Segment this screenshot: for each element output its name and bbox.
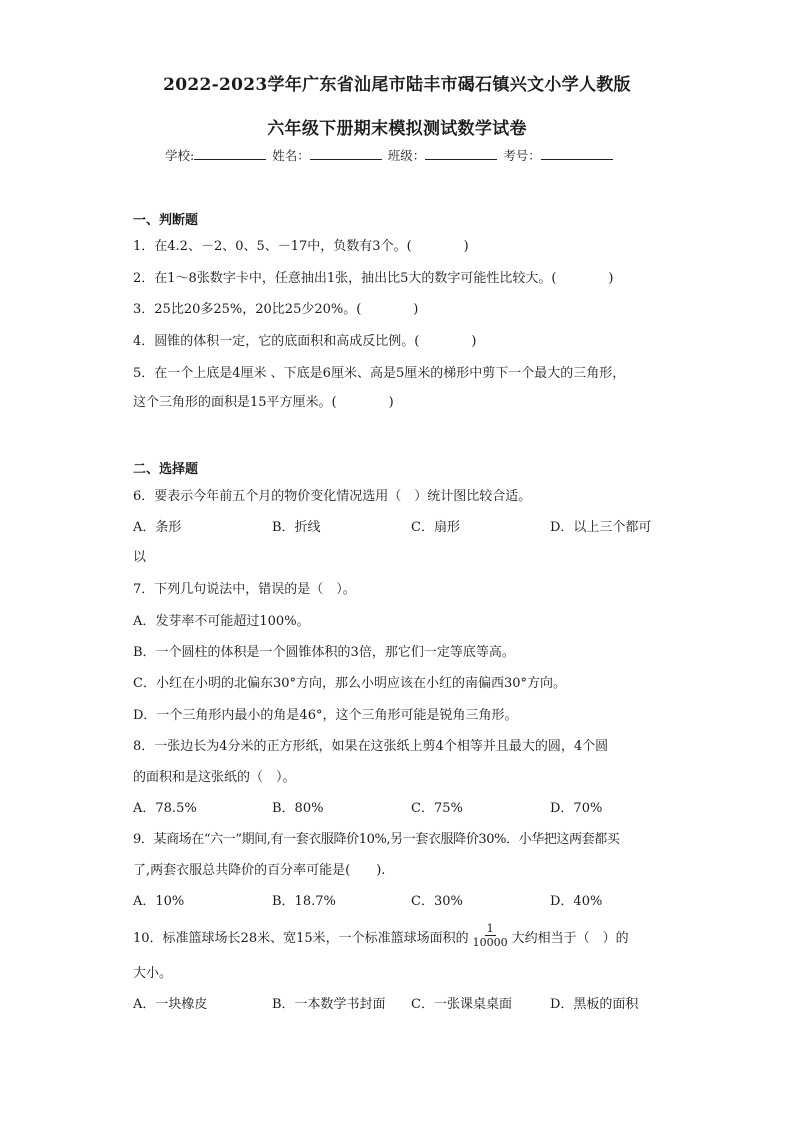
q10-option-d: D．黑板的面积 [550, 997, 639, 1012]
q10-fraction-numerator: 1 [486, 922, 494, 935]
q10-option-b: B．一本数学书封面 [272, 997, 386, 1012]
q9-option-c: C．30% [411, 894, 463, 909]
q9-option-a: A．10% [133, 894, 185, 909]
q10-option-c: C．一张课桌桌面 [411, 997, 512, 1012]
exam-number-blank [541, 147, 613, 160]
question-5-line1: 5．在一个上底是4厘米 、下底是6厘米、高是5厘米的梯形中剪下一个最大的三角形， [133, 366, 626, 381]
question-4: 4．圆锥的体积一定，它的底面积和高成反比例。( ) [133, 334, 477, 349]
q8-option-d: D．70% [550, 801, 603, 816]
q6-option-d: D．以上三个都可 [550, 520, 652, 535]
question-5-line2: 这个三角形的面积是15平方厘米。( ) [133, 395, 394, 410]
question-2: 2．在1～8张数字卡中，任意抽出1张，抽出比5大的数字可能性比较大。( ) [133, 271, 614, 286]
question-9-line2: 了,两套衣服总共降价的百分率可能是( ). [133, 863, 386, 878]
question-3: 3．25比20多25%，20比25少20%。( ) [133, 302, 419, 317]
q7-option-a: A．发芽率不可能超过100%。 [133, 614, 310, 629]
q8-option-c: C．75% [411, 801, 463, 816]
school-blank [194, 147, 266, 160]
question-10-line2: 大小。 [133, 966, 173, 981]
q9-option-b: B．18.7% [272, 894, 336, 909]
name-label: 姓名： [272, 148, 310, 163]
q7-option-b: B．一个圆柱的体积是一个圆锥体积的3倍，那它们一定等底等高。 [133, 645, 515, 660]
name-blank [310, 147, 382, 160]
q10-text-before-fraction: 10．标准篮球场长28米、宽15米，一个标准篮球场面积的 [133, 931, 469, 946]
q10-text-after-fraction: 大约相当于（ ）的 [511, 931, 629, 946]
q10-option-a: A．一块橡皮 [133, 997, 208, 1012]
q7-option-c: C．小红在小明的北偏东30°方向，那么小明应该在小红的南偏西30°方向。 [133, 676, 567, 691]
q10-fraction-denominator: 10000 [472, 936, 508, 949]
q6-option-b: B．折线 [272, 520, 321, 535]
q7-option-d: D．一个三角形内最小的角是46°，这个三角形可能是锐角三角形。 [133, 708, 518, 723]
q8-option-a: A．78.5% [133, 801, 197, 816]
q9-option-d: D．40% [550, 894, 603, 909]
question-8-line2: 的面积和是这张纸的（ ）。 [133, 770, 296, 785]
q8-option-b: B．80% [272, 801, 324, 816]
student-info-row [165, 146, 615, 164]
school-label: 学校: [165, 148, 195, 163]
q10-fraction [471, 922, 510, 949]
question-7: 7．下列几句说法中，错误的是（ ）。 [133, 582, 356, 597]
section-heading-multiple-choice: 二、选择题 [133, 462, 199, 477]
question-9-line1: 9．某商场在“六一”期间,有一套衣服降价10%,另一套衣服降价30%．小华把这两套都买 [133, 832, 620, 847]
class-blank [425, 147, 497, 160]
class-label: 班级： [387, 148, 426, 163]
exam-number-label: 考号： [503, 148, 541, 163]
question-6: 6．要表示今年前五个月的物价变化情况选用（ ）统计图比较合适。 [133, 489, 532, 504]
section-heading-true-false: 一、判断题 [133, 213, 199, 228]
question-8-line1: 8．一张边长为4分米的正方形纸，如果在这张纸上剪4个相等并且最大的圆，4个圆 [133, 739, 609, 754]
exam-title-line1: 2022-2023学年广东省汕尾市陆丰市碣石镇兴文小学人教版 [163, 75, 631, 95]
question-1: 1．在4.2、－2、0、5、－17中，负数有3个。( ) [133, 239, 469, 254]
q6-option-a: A．条形 [133, 520, 182, 535]
q6-option-d-wrap: 以 [133, 550, 147, 565]
question-10-line1 [133, 922, 629, 952]
q6-option-c: C．扇形 [411, 520, 460, 535]
exam-title-line2: 六年级下册期末模拟测试数学试卷 [267, 119, 527, 139]
